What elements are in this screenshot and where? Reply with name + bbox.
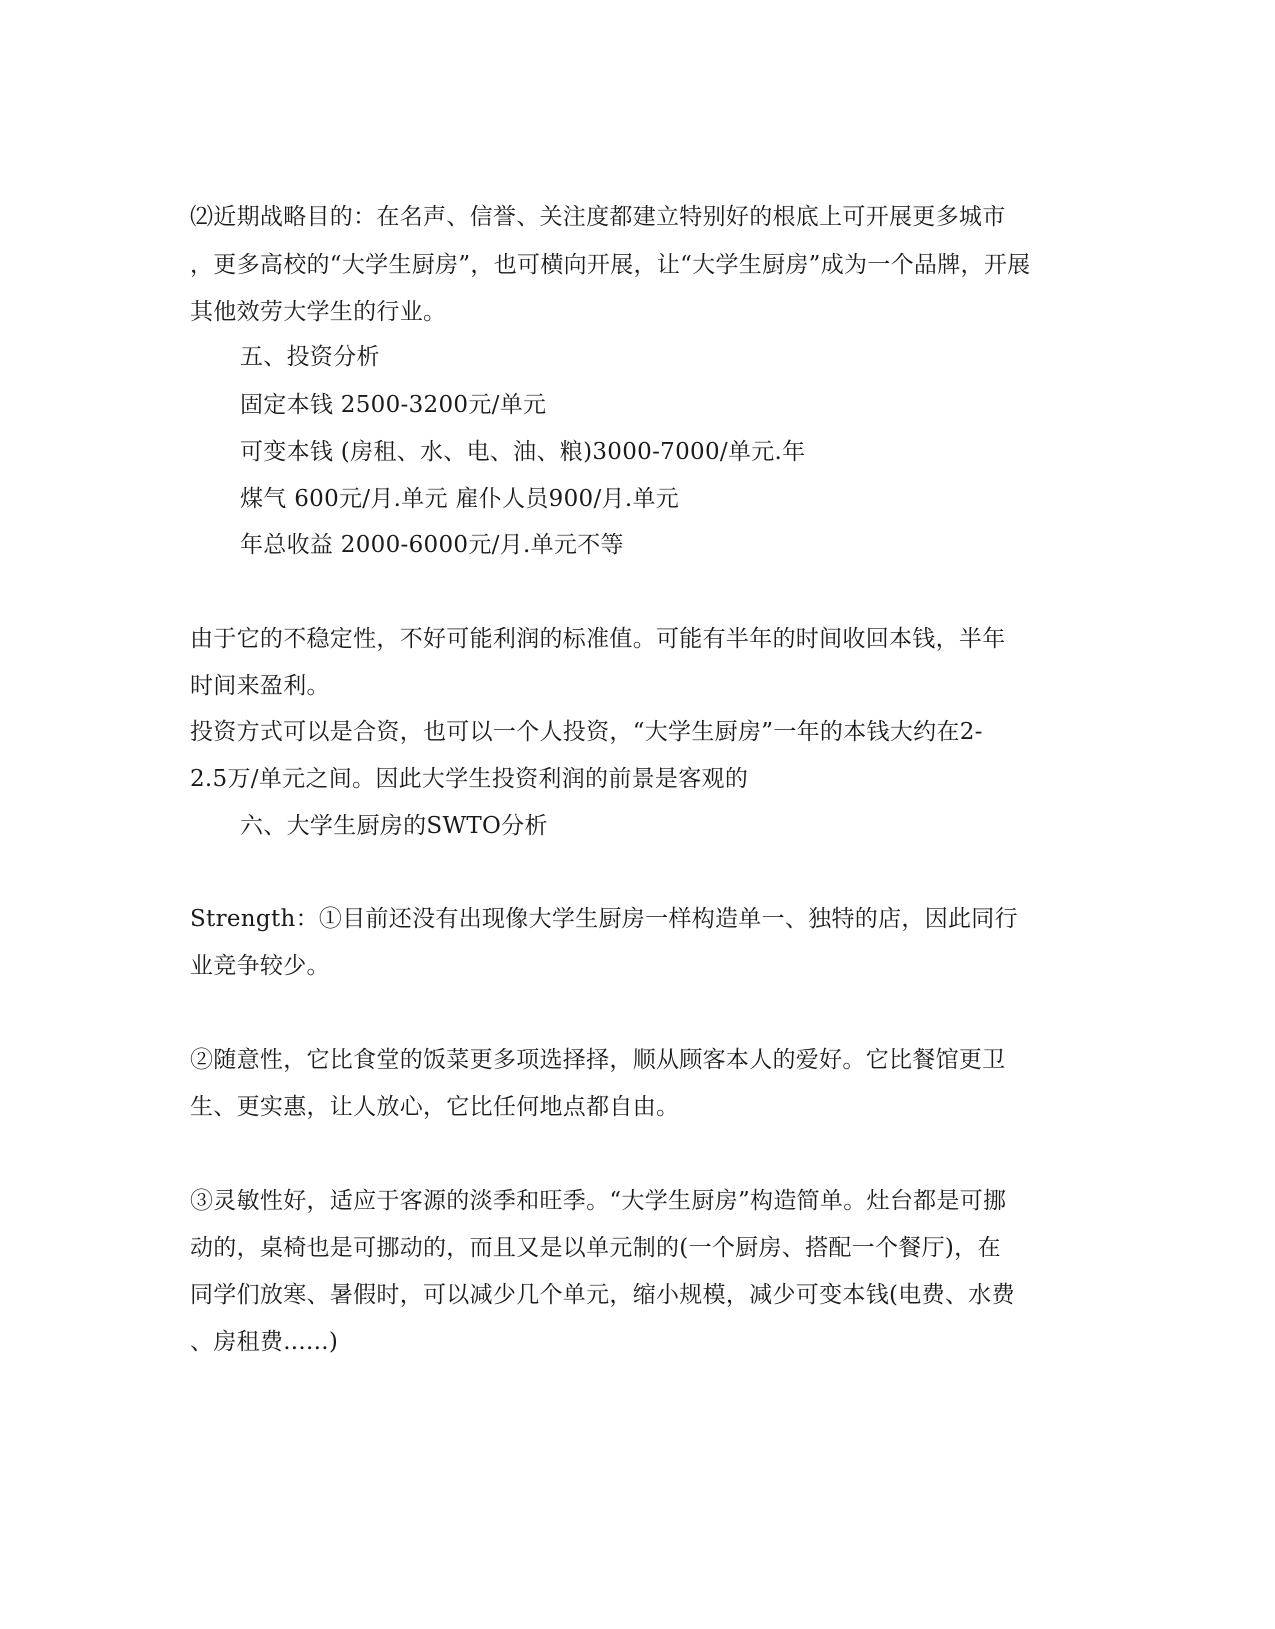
paragraph-strength-1-line-1: Strength：①目前还没有出现像大学生厨房一样构造单一、独特的店，因此同行 — [190, 906, 1018, 932]
section-heading-investment: 五、投资分析 — [240, 344, 380, 370]
fixed-cost-line: 固定本钱 2500-3200元/单元 — [240, 392, 547, 418]
paragraph-strength-3-line-4: 、房租费......) — [190, 1329, 339, 1355]
paragraph-strength-2-line-2: 生、更实惠，让人放心，它比任何地点都自由。 — [190, 1094, 680, 1120]
paragraph-strength-3-line-3: 同学们放寒、暑假时，可以减少几个单元，缩小规模，减少可变本钱(电费、水费 — [190, 1282, 1015, 1308]
paragraph-strength-2-line-1: ②随意性，它比食堂的饭菜更多项选择择，顺从顾客本人的爱好。它比餐馆更卫 — [190, 1047, 1006, 1073]
variable-cost-line: 可变本钱 (房租、水、电、油、粮)3000-7000/单元.年 — [240, 439, 806, 465]
paragraph-instability-line-1: 由于它的不稳定性，不好可能利润的标准值。可能有半年的时间收回本钱，半年 — [190, 626, 1006, 652]
paragraph-strategy-line-1: ⑵近期战略目的：在名声、信誉、关注度都建立特别好的根底上可开展更多城市 — [190, 204, 1006, 230]
paragraph-strategy-line-2: ，更多高校的“大学生厨房”，也可横向开展，让“大学生厨房”成为一个品牌，开展 — [190, 252, 1031, 278]
annual-revenue-line: 年总收益 2000-6000元/月.单元不等 — [240, 532, 624, 558]
paragraph-strength-3-line-2: 动的，桌椅也是可挪动的，而且又是以单元制的(一个厨房、搭配一个餐厅)，在 — [190, 1235, 1001, 1261]
paragraph-strength-1-line-2: 业竞争较少。 — [190, 953, 330, 979]
paragraph-investment-line-1: 投资方式可以是合资，也可以一个人投资，“大学生厨房”一年的本钱大约在2- — [190, 719, 983, 745]
paragraph-strength-3-line-1: ③灵敏性好，适应于客源的淡季和旺季。“大学生厨房”构造简单。灶台都是可挪 — [190, 1188, 1007, 1214]
gas-staff-cost-line: 煤气 600元/月.单元 雇仆人员900/月.单元 — [240, 486, 680, 512]
paragraph-strategy-line-3: 其他效劳大学生的行业。 — [190, 299, 447, 325]
paragraph-instability-line-2: 时间来盈利。 — [190, 673, 330, 699]
section-heading-swot: 六、大学生厨房的SWTO分析 — [240, 813, 548, 839]
paragraph-investment-line-2: 2.5万/单元之间。因此大学生投资利润的前景是客观的 — [190, 766, 749, 792]
